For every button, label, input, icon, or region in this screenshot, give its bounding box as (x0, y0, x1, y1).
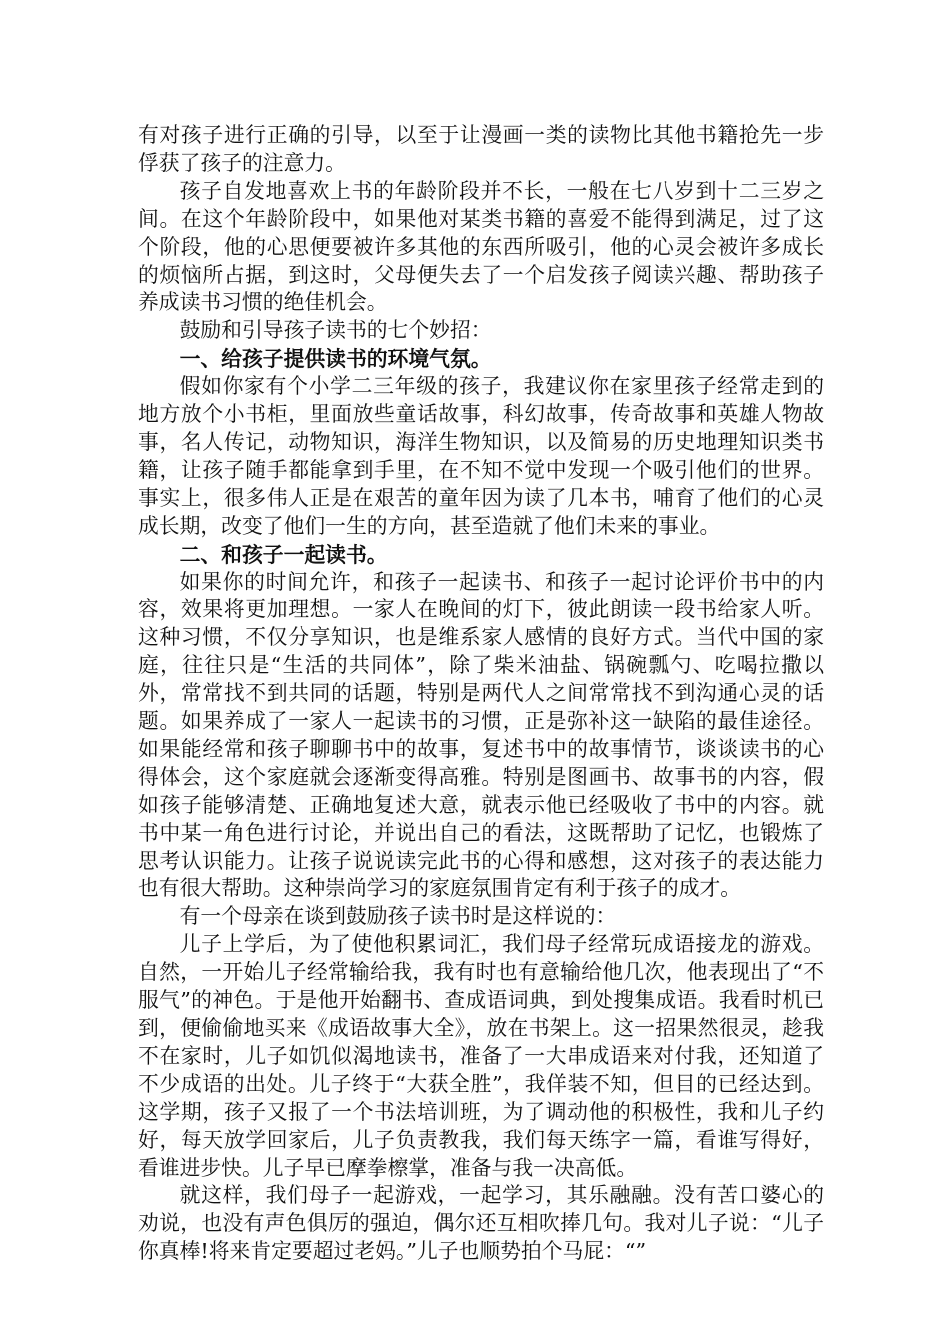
document-body (138, 122, 824, 1266)
section-heading: 一、给孩子提供读书的环境气氛。 (179, 346, 492, 372)
paragraph: 鼓励和引导孩子读书的七个妙招： (179, 318, 492, 343)
paragraph: 假如你家有个小学二三年级的孩子，我建议你在家里孩子经常走到的地方放个小书柜，里面放些童话故事，科幻故事，传奇故事和英雄人物故事，名人传记，动物知识，海洋生物知识，以及简易的历史地理知识类书籍，让孩子随手都能拿到手里，在不知不觉中发现一个吸引他们的世界。事实上，很多伟人正是在艰苦的童年因为读了几本书，哺育了他们的心灵成长期，改变了他们一生的方向，甚至造就了他们未来的事业。 (138, 374, 824, 538)
paragraph: 孩子自发地喜欢上书的年龄阶段并不长，一般在七八岁到十二三岁之间。在这个年龄阶段中，如果他对某类书籍的喜爱不能得到满足，过了这个阶段，他的心思便要被许多其他的东西所吸引，他的心灵会被许多成长的烦恼所占据，到这时，父母便失去了一个启发孩子阅读兴趣、帮助孩子养成读书习惯的绝佳机会。 (138, 178, 824, 315)
paragraph: 儿子上学后，为了使他积累词汇，我们母子经常玩成语接龙的游戏。自然，一开始儿子经常输给我，我有时也有意输给他几次，他表现出了“不服气”的神色。于是他开始翻书、查成语词典，到处搜集成语。我看时机已到，便偷偷地买来《成语故事大全》，放在书架上。这一招果然很灵，趁我不在家时，儿子如饥似渴地读书，准备了一大串成语来对付我，还知道了不少成语的出处。儿子终于“大获全胜”，我佯装不知，但目的已经达到。这学期，孩子又报了一个书法培训班，为了调动他的积极性，我和儿子约好，每天放学回家后，儿子负责教我，我们每天练字一篇，看谁写得好，看谁进步快。儿子早已摩拳檫掌，准备与我一决高低。 (138, 932, 824, 1180)
paragraph: 如果你的时间允许，和孩子一起读书、和孩子一起讨论评价书中的内容，效果将更加理想。一家人在晚间的灯下，彼此朗读一段书给家人听。这种习惯，不仅分享知识，也是维系家人感情的良好方式。当代中国的家庭，往往只是“生活的共同体”，除了柴米油盐、锅碗瓢勺、吃喝拉撒以外，常常找不到共同的话题，特别是两代人之间常常找不到沟通心灵的话题。如果养成了一家人一起读书的习惯，正是弥补这一缺陷的最佳途径。如果能经常和孩子聊聊书中的故事，复述书中的故事情节，谈谈读书的心得体会，这个家庭就会逐渐变得高雅。特别是图画书、故事书的内容，假如孩子能够清楚、正确地复述大意，就表示他已经吸收了书中的内容。就书中某一角色进行讨论，并说出自己的看法，这既帮助了记忆，也锻炼了思考认识能力。让孩子说说读完此书的心得和感想，这对孩子的表达能力也有很大帮助。这种崇尚学习的家庭氛围肯定有利于孩子的成才。 (138, 569, 824, 901)
paragraph: 就这样，我们母子一起游戏，一起学习，其乐融融。没有苦口婆心的劝说，也没有声色俱厉的强迫，偶尔还互相吹捧几句。我对儿子说：“儿子你真棒!将来肯定要超过老妈。”儿子也顺势拍个马屁：“” (138, 1183, 824, 1264)
paragraph: 有一个母亲在谈到鼓励孩子读书时是这样说的： (179, 904, 617, 929)
paragraph: 有对孩子进行正确的引导，以至于让漫画一类的读物比其他书籍抢先一步俘获了孩子的注意力。 (138, 123, 824, 175)
section-heading: 二、和孩子一起读书。 (179, 541, 388, 567)
